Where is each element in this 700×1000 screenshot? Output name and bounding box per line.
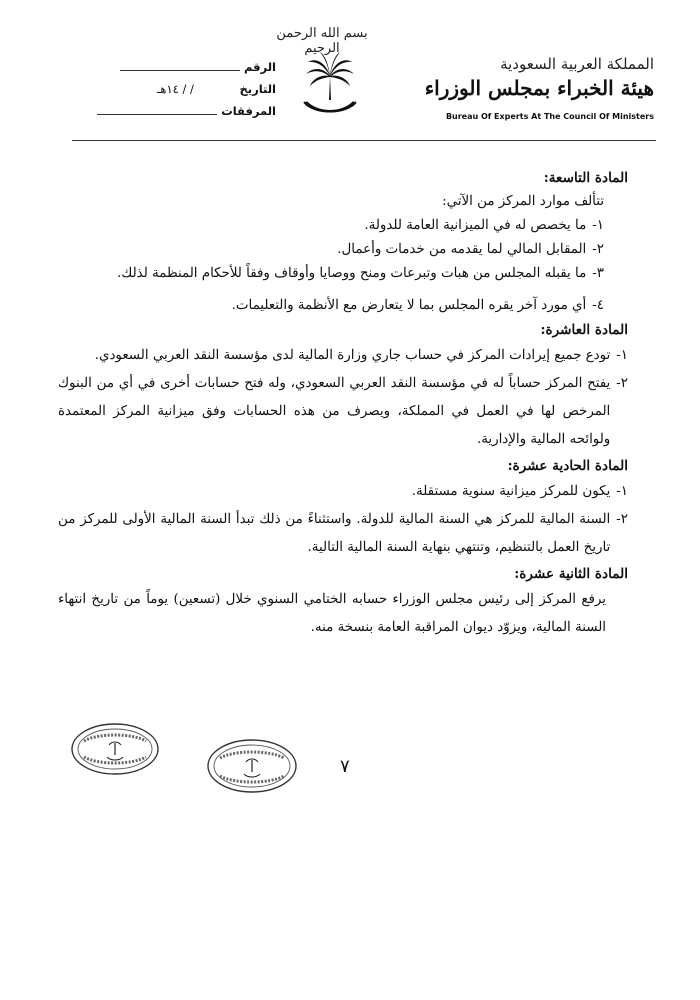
official-seal-stamp-icon bbox=[206, 738, 298, 794]
article-9-intro: تتألف موارد المركز من الآتي: bbox=[442, 194, 604, 209]
article-11-title: المادة الحادية عشرة: bbox=[507, 458, 628, 474]
article-12-title: المادة الثانية عشرة: bbox=[514, 566, 628, 582]
article-9-item-4: ٤- أي مورد آخر يقره المجلس بما لا يتعارض مع الأنظمة والتعليمات. bbox=[231, 298, 604, 313]
ref-number-label: الرقم bbox=[244, 60, 276, 74]
attachments-label: المرفقات bbox=[221, 104, 276, 118]
header-divider bbox=[72, 140, 656, 141]
page-number: ٧ bbox=[340, 756, 350, 777]
basmala: بسم الله الرحمن الرحيم bbox=[276, 26, 368, 56]
article-12-text: يرفع المركز إلى رئيس مجلس الوزراء حسابه الختامي السنوي خلال (تسعين) يوماً من تاريخ انتهاء السنة المالية، ويزوّد ديوان المراقبة العامة بنسخة منه. bbox=[58, 592, 606, 635]
article-11-item-1: ١- يكون للمركز ميزانية سنوية مستقلة. bbox=[411, 484, 628, 499]
kingdom-name: المملكة العربية السعودية bbox=[500, 55, 654, 73]
date-value: / / ١٤هـ bbox=[157, 82, 194, 96]
date-field bbox=[86, 82, 276, 96]
ref-number-line bbox=[120, 60, 240, 71]
article-10-item-1: ١- تودع جميع إيرادات المركز في حساب جاري وزارة المالية لدى مؤسسة النقد العربي السعودي. bbox=[94, 348, 628, 363]
article-9-item-3: ٣- ما يقبله المجلس من هبات وتبرعات ومنح ووصايا وأوقاف وفقاً للأحكام المنظمة لذلك. bbox=[117, 266, 604, 281]
bureau-name-arabic: هيئة الخبراء بمجلس الوزراء bbox=[424, 76, 654, 100]
document-body bbox=[58, 166, 628, 642]
ref-number-field bbox=[86, 60, 276, 74]
article-9-title: المادة التاسعة: bbox=[543, 170, 628, 186]
saudi-emblem-icon bbox=[300, 48, 360, 120]
attachments-line bbox=[97, 104, 217, 115]
bureau-name-english: Bureau Of Experts At The Council Of Ministers bbox=[445, 112, 654, 121]
article-10-item-2: ٢- يفتح المركز حساباً له في مؤسسة النقد العربي السعودي، وله فتح حسابات أخرى في أي من البنوك المرخص لها في العمل في المملكة، ويصرف من هذه الحسابات وفق ميزانية المركز المعتمدة ولوائحه المالية والإدارية. bbox=[58, 376, 628, 447]
date-label: التاريخ bbox=[239, 82, 276, 96]
article-9-item-2: ٢- المقابل المالي لما يقدمه من خدمات وأعمال. bbox=[337, 242, 604, 257]
official-seal-stamp-icon bbox=[70, 722, 160, 776]
article-10-title: المادة العاشرة: bbox=[540, 322, 628, 338]
attachments-field bbox=[86, 104, 276, 118]
article-9-item-1: ١- ما يخصص له في الميزانية العامة للدولة. bbox=[364, 218, 604, 233]
article-11-item-2: ٢- السنة المالية للمركز هي السنة المالية للدولة. واستثناءً من ذلك تبدأ السنة المالية الأولى للمركز من تاريخ العمل بالتنظيم، وتنتهي بنهاية السنة المالية التالية. bbox=[58, 512, 628, 555]
